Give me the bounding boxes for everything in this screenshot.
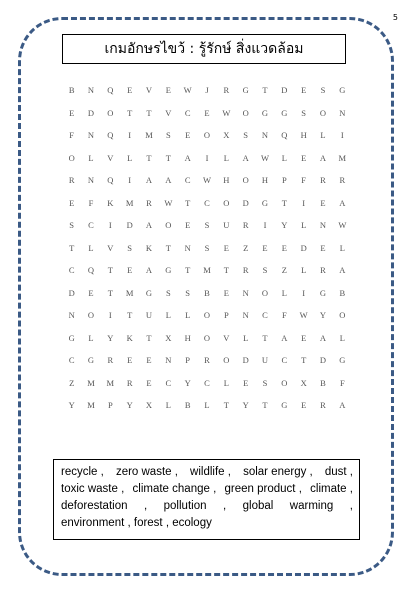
grid-letter[interactable]: T <box>107 287 113 298</box>
grid-letter[interactable]: W <box>183 85 192 96</box>
grid-letter[interactable]: G <box>87 355 95 366</box>
grid-letter[interactable]: E <box>127 265 133 276</box>
grid-letter[interactable]: T <box>301 355 307 366</box>
grid-letter[interactable]: I <box>128 130 132 141</box>
grid-letter[interactable]: L <box>165 400 171 411</box>
grid-letter[interactable]: L <box>223 377 229 388</box>
grid-letter[interactable]: D <box>319 355 327 366</box>
grid-letter[interactable]: F <box>88 197 94 208</box>
word-list-item: warming <box>289 500 334 512</box>
puzzle-title-box <box>62 34 346 64</box>
grid-letter[interactable]: E <box>146 355 152 366</box>
grid-letter[interactable]: O <box>242 107 249 118</box>
grid-letter[interactable]: T <box>146 332 152 343</box>
grid-letter[interactable]: M <box>338 152 347 163</box>
grid-letter[interactable]: D <box>281 85 288 96</box>
grid-letter[interactable]: N <box>184 242 191 253</box>
grid-letter[interactable]: X <box>165 332 172 343</box>
grid-letter[interactable]: A <box>281 332 288 343</box>
grid-letter[interactable]: N <box>242 310 249 321</box>
word-list-item: solar energy , <box>243 466 313 478</box>
grid-letter[interactable]: S <box>262 265 268 276</box>
grid-letter[interactable]: S <box>165 287 171 298</box>
grid-letter[interactable]: L <box>88 152 94 163</box>
grid-letter[interactable]: S <box>262 377 268 388</box>
word-list-box <box>53 459 360 540</box>
word-list-item: green product , <box>224 483 302 495</box>
grid-letter[interactable]: G <box>281 107 288 118</box>
word-list-item: recycle , <box>61 466 104 478</box>
page-number: 5 <box>392 13 398 22</box>
grid-letter[interactable]: C <box>262 310 268 321</box>
grid-letter[interactable]: L <box>281 287 287 298</box>
grid-letter[interactable]: S <box>69 220 75 231</box>
grid-letter[interactable]: H <box>223 175 230 186</box>
grid-letter[interactable]: G <box>165 265 172 276</box>
grid-letter[interactable]: Y <box>242 400 249 411</box>
grid-letter[interactable]: R <box>242 220 249 231</box>
word-list-item: toxic waste , <box>61 483 125 495</box>
word-list-item: wildlife , <box>190 466 231 478</box>
grid-letter[interactable]: A <box>339 400 346 411</box>
grid-letter[interactable]: M <box>125 287 134 298</box>
grid-letter[interactable]: X <box>145 400 153 411</box>
grid-letter[interactable]: C <box>68 355 75 366</box>
word-search-grid <box>62 79 352 417</box>
grid-letter[interactable]: M <box>125 197 134 208</box>
grid-letter[interactable]: L <box>301 265 307 276</box>
grid-letter[interactable]: D <box>242 197 249 208</box>
grid-letter[interactable]: F <box>339 377 345 388</box>
grid-letter[interactable]: E <box>262 242 268 253</box>
grid-letter[interactable]: E <box>223 242 229 253</box>
grid-letter[interactable]: T <box>146 152 152 163</box>
grid-letter[interactable]: L <box>223 152 229 163</box>
grid-letter[interactable]: X <box>223 130 230 141</box>
grid-letter[interactable]: C <box>204 197 210 208</box>
grid-letter[interactable]: N <box>165 355 172 366</box>
grid-letter[interactable]: G <box>319 287 327 298</box>
grid-letter[interactable]: W <box>202 175 211 186</box>
grid-letter[interactable]: B <box>320 377 326 388</box>
grid-letter[interactable]: R <box>107 355 114 366</box>
grid-letter[interactable]: A <box>242 152 249 163</box>
grid-letter[interactable]: L <box>339 242 345 253</box>
grid-letter[interactable]: N <box>339 107 346 118</box>
grid-letter[interactable]: U <box>223 220 230 231</box>
grid-letter[interactable]: S <box>127 242 133 253</box>
grid-letter[interactable]: O <box>165 220 172 231</box>
grid-letter[interactable]: N <box>68 310 75 321</box>
grid-letter[interactable]: R <box>126 377 133 388</box>
grid-letter[interactable]: T <box>185 265 191 276</box>
grid-letter[interactable]: E <box>69 197 75 208</box>
grid-letter[interactable]: E <box>204 107 210 118</box>
grid-letter[interactable]: L <box>165 310 171 321</box>
grid-letter[interactable]: G <box>68 332 75 343</box>
grid-letter[interactable]: C <box>281 355 288 366</box>
word-list-item: environment , forest , ecology <box>61 517 212 529</box>
word-list-item: global <box>242 500 274 512</box>
grid-letter[interactable]: G <box>261 197 269 208</box>
grid-letter[interactable]: E <box>320 197 326 208</box>
grid-letter[interactable]: E <box>301 332 307 343</box>
grid-letter[interactable]: E <box>165 85 171 96</box>
grid-letter[interactable]: C <box>68 265 75 276</box>
grid-letter[interactable]: S <box>243 130 249 141</box>
grid-letter[interactable]: B <box>204 287 210 298</box>
grid-letter[interactable]: G <box>339 355 346 366</box>
grid-letter[interactable]: I <box>340 130 344 141</box>
grid-letter[interactable]: I <box>128 175 132 186</box>
grid-letter[interactable]: D <box>68 287 75 298</box>
word-list-item: climate , <box>310 483 353 495</box>
grid-letter[interactable]: V <box>165 107 172 118</box>
grid-letter[interactable]: E <box>127 355 133 366</box>
grid-letter[interactable]: D <box>300 242 307 253</box>
grid-letter[interactable]: F <box>281 310 287 321</box>
grid-letter[interactable]: D <box>242 355 249 366</box>
grid-letter[interactable]: F <box>301 175 307 186</box>
grid-letter[interactable]: I <box>302 197 306 208</box>
grid-letter[interactable]: G <box>281 400 288 411</box>
grid-letter[interactable]: O <box>339 310 346 321</box>
grid-letter[interactable]: G <box>145 287 153 298</box>
grid-letter[interactable]: Y <box>107 332 114 343</box>
grid-letter[interactable]: P <box>281 175 287 186</box>
grid-letter[interactable]: V <box>107 242 114 253</box>
grid-letter[interactable]: P <box>107 400 113 411</box>
grid-letter[interactable]: T <box>223 265 229 276</box>
grid-letter[interactable]: B <box>339 287 346 298</box>
grid-letter[interactable]: L <box>185 310 191 321</box>
grid-letter[interactable]: L <box>88 332 94 343</box>
grid-letter[interactable]: L <box>204 400 210 411</box>
grid-letter[interactable]: E <box>243 377 249 388</box>
grid-letter[interactable]: G <box>242 85 249 96</box>
grid-letter[interactable]: E <box>301 85 307 96</box>
grid-letter[interactable]: N <box>87 85 95 96</box>
grid-letter[interactable]: L <box>243 332 249 343</box>
grid-letter[interactable]: S <box>301 107 307 118</box>
word-list-item: , <box>349 500 353 512</box>
grid-letter[interactable]: R <box>320 175 326 186</box>
grid-letter[interactable]: H <box>184 332 191 343</box>
grid-letter[interactable]: R <box>204 355 210 366</box>
grid-letter[interactable]: G <box>261 107 269 118</box>
grid-letter[interactable]: S <box>204 220 210 231</box>
word-list-item: dust , <box>324 466 353 478</box>
grid-letter[interactable]: D <box>87 107 95 118</box>
grid-letter[interactable]: W <box>164 197 173 208</box>
grid-letter[interactable]: Z <box>281 265 287 276</box>
grid-letter[interactable]: E <box>185 130 191 141</box>
word-list-line <box>61 481 353 498</box>
grid-letter[interactable]: Y <box>184 377 191 388</box>
grid-letter[interactable]: A <box>145 175 153 186</box>
grid-letter[interactable]: T <box>69 242 75 253</box>
grid-letter[interactable]: T <box>127 310 133 321</box>
grid-letter[interactable]: T <box>262 332 268 343</box>
grid-letter[interactable]: W <box>222 107 231 118</box>
grid-letter[interactable]: C <box>184 107 191 118</box>
grid-letter[interactable]: T <box>127 107 133 118</box>
word-list-line <box>61 498 353 515</box>
word-list-item: , <box>143 500 148 512</box>
grid-letter[interactable]: V <box>223 332 230 343</box>
grid-letter[interactable]: M <box>87 400 95 411</box>
grid-letter[interactable]: E <box>127 85 133 96</box>
grid-letter[interactable]: L <box>281 152 287 163</box>
grid-letter[interactable]: A <box>319 332 327 343</box>
word-list-item: climate change , <box>132 483 217 495</box>
grid-letter[interactable]: L <box>320 130 326 141</box>
grid-letter[interactable]: S <box>320 85 326 96</box>
grid-letter[interactable]: A <box>184 152 191 163</box>
grid-letter[interactable]: C <box>165 377 172 388</box>
grid-letter[interactable]: R <box>320 265 326 276</box>
grid-letter[interactable]: R <box>146 197 152 208</box>
grid-letter[interactable]: W <box>260 152 269 163</box>
grid-letter[interactable]: I <box>108 220 112 231</box>
grid-letter[interactable]: Z <box>243 242 249 253</box>
grid-letter[interactable]: S <box>185 287 191 298</box>
grid-letter[interactable]: T <box>146 107 152 118</box>
grid-letter[interactable]: X <box>300 377 307 388</box>
grid-letter[interactable]: H <box>261 175 269 186</box>
grid-letter[interactable]: N <box>319 220 327 231</box>
grid-letter[interactable]: A <box>339 197 346 208</box>
grid-letter[interactable]: T <box>223 400 229 411</box>
grid-letter[interactable]: Y <box>68 400 75 411</box>
grid-letter[interactable]: O <box>223 355 230 366</box>
grid-letter[interactable]: O <box>223 197 230 208</box>
grid-letter[interactable]: Q <box>107 130 114 141</box>
grid-letter[interactable]: N <box>87 130 95 141</box>
grid-letter[interactable]: E <box>146 377 152 388</box>
puzzle-title: เกมอักษรไขว้ : รู้รักษ์ สิ่งแวดล้อม <box>104 41 304 57</box>
grid-letter[interactable]: O <box>319 107 327 118</box>
grid-letter[interactable]: Q <box>281 130 288 141</box>
grid-letter[interactable]: L <box>127 152 133 163</box>
grid-letter[interactable]: E <box>223 287 229 298</box>
grid-letter[interactable]: K <box>107 197 114 208</box>
grid-letter[interactable]: F <box>69 130 75 141</box>
grid-letter[interactable]: K <box>126 332 133 343</box>
grid-letter[interactable]: E <box>301 400 307 411</box>
grid-letter[interactable]: T <box>107 265 113 276</box>
grid-letter[interactable]: B <box>68 85 75 96</box>
grid-letter[interactable]: R <box>339 175 346 186</box>
grid-letter[interactable]: N <box>261 130 269 141</box>
grid-letter[interactable]: E <box>281 242 287 253</box>
grid-letter[interactable]: I <box>108 310 112 321</box>
grid-letter[interactable]: O <box>107 107 114 118</box>
grid-letter[interactable]: W <box>299 310 308 321</box>
grid-letter[interactable]: Y <box>281 220 288 231</box>
word-list-item: , <box>222 500 227 512</box>
grid-letter[interactable]: E <box>185 220 191 231</box>
grid-letter[interactable]: O <box>203 310 211 321</box>
grid-letter[interactable]: I <box>205 152 209 163</box>
grid-letter[interactable]: G <box>339 85 346 96</box>
grid-letter[interactable]: O <box>242 175 249 186</box>
grid-letter[interactable]: O <box>281 377 288 388</box>
grid-letter[interactable]: U <box>261 355 269 366</box>
grid-letter[interactable]: M <box>87 377 95 388</box>
grid-letter[interactable]: R <box>320 400 326 411</box>
grid-letter[interactable]: S <box>204 242 210 253</box>
grid-letter[interactable]: V <box>107 152 114 163</box>
grid-letter[interactable]: C <box>204 377 210 388</box>
grid-letter[interactable]: A <box>145 265 153 276</box>
grid-letter[interactable]: L <box>339 332 345 343</box>
word-list-item: zero waste , <box>115 466 178 478</box>
grid-letter[interactable]: T <box>185 197 191 208</box>
grid-letter[interactable]: Q <box>107 85 114 96</box>
grid-letter[interactable]: O <box>203 130 211 141</box>
grid-letter[interactable]: K <box>145 242 153 253</box>
grid-letter[interactable]: O <box>203 332 211 343</box>
grid-letter[interactable]: P <box>223 310 229 321</box>
grid-letter[interactable]: W <box>338 220 347 231</box>
grid-letter[interactable]: P <box>185 355 191 366</box>
grid-letter[interactable]: H <box>300 130 307 141</box>
grid-letter[interactable]: A <box>165 175 172 186</box>
grid-letter[interactable]: R <box>68 175 75 186</box>
grid-letter[interactable]: Y <box>126 400 133 411</box>
grid-letter[interactable]: Q <box>87 265 95 276</box>
grid-letter[interactable]: B <box>184 400 191 411</box>
grid-letter[interactable]: E <box>320 242 326 253</box>
grid-letter[interactable]: J <box>205 85 209 96</box>
grid-letter[interactable]: A <box>145 220 153 231</box>
grid-letter[interactable]: O <box>87 310 95 321</box>
grid-letter[interactable]: T <box>262 400 268 411</box>
grid-letter[interactable]: N <box>242 287 249 298</box>
word-list-item: deforestation <box>61 500 128 512</box>
grid-letter[interactable]: R <box>223 85 230 96</box>
grid-letter[interactable]: T <box>281 197 287 208</box>
grid-letter[interactable]: T <box>165 242 171 253</box>
grid-letter[interactable]: S <box>165 130 171 141</box>
grid-letter[interactable]: E <box>69 107 75 118</box>
grid-letter[interactable]: M <box>106 377 115 388</box>
grid-letter[interactable]: I <box>263 220 267 231</box>
grid-letter[interactable]: E <box>301 152 307 163</box>
grid-letter[interactable]: T <box>262 85 268 96</box>
grid-letter[interactable]: I <box>302 287 306 298</box>
grid-letter[interactable]: V <box>145 85 153 96</box>
grid-letter[interactable]: L <box>301 220 307 231</box>
grid-letter[interactable]: C <box>184 175 191 186</box>
grid-letter[interactable]: M <box>203 265 211 276</box>
grid-letter[interactable]: D <box>126 220 133 231</box>
grid-letter[interactable]: T <box>165 152 171 163</box>
grid-letter[interactable]: E <box>88 287 94 298</box>
grid-letter[interactable]: L <box>88 242 94 253</box>
word-list-line <box>61 515 353 532</box>
grid-letter[interactable]: Y <box>319 310 327 321</box>
grid-letter[interactable]: A <box>319 152 327 163</box>
grid-letter[interactable]: O <box>68 152 75 163</box>
grid-letter[interactable]: N <box>87 175 95 186</box>
word-list-line <box>61 464 353 481</box>
grid-letter[interactable]: Q <box>107 175 114 186</box>
grid-letter[interactable]: Z <box>69 377 75 388</box>
grid-letter[interactable]: M <box>145 130 153 141</box>
grid-letter[interactable]: O <box>261 287 269 298</box>
grid-letter[interactable]: C <box>88 220 94 231</box>
word-list-item: pollution <box>163 500 207 512</box>
grid-letter[interactable]: A <box>339 265 346 276</box>
grid-letter[interactable]: U <box>145 310 153 321</box>
grid-letter[interactable]: R <box>242 265 249 276</box>
